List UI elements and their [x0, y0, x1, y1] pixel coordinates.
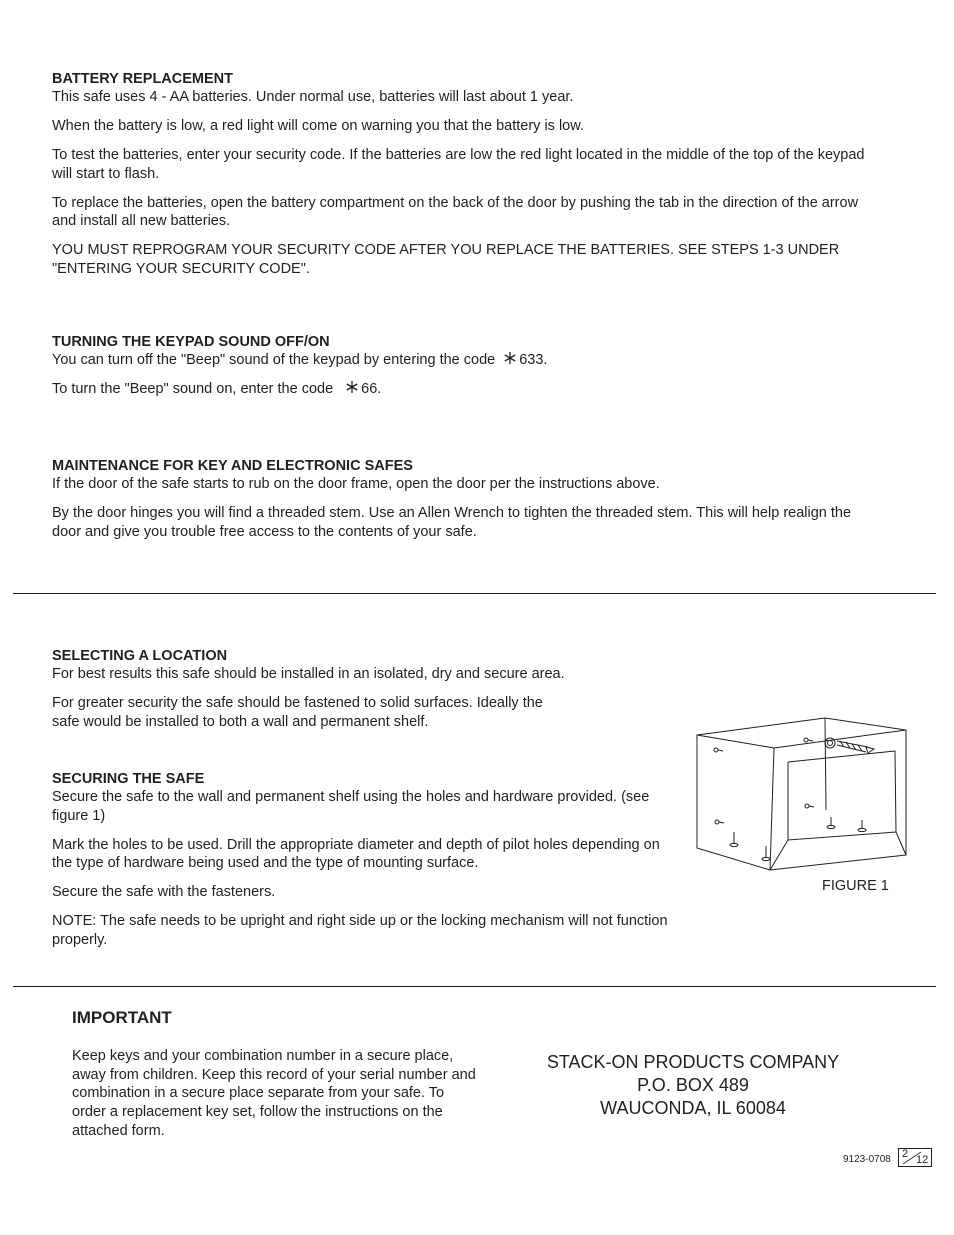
- securing-section: [52, 770, 672, 949]
- sound-section: [52, 333, 882, 399]
- important-heading: IMPORTANT: [72, 1008, 172, 1027]
- section-divider: [13, 986, 936, 987]
- company-address: [523, 1051, 863, 1120]
- battery-heading: BATTERY REPLACEMENT: [52, 71, 233, 87]
- maintenance-paragraph-2: By the door hinges you will find a threaded stem. Use an Allen Wrench to tighten the threaded stem. This will help realign the door and give you trouble free access to the contents of your safe.: [52, 505, 852, 540]
- location-section: [52, 647, 672, 731]
- securing-paragraph-1: Secure the safe to the wall and permanent shelf using the holes and hardware provided. (see figure 1): [52, 789, 650, 824]
- sound-paragraph-2: [52, 380, 882, 399]
- section-divider: [13, 593, 936, 594]
- asterisk-key-icon: [345, 380, 359, 394]
- securing-paragraph-4: NOTE: The safe needs to be upright and right side up or the locking mechanism will not function properly.: [52, 913, 668, 948]
- asterisk-key-icon: [503, 351, 517, 365]
- page-total: 12: [916, 1154, 929, 1166]
- company-name: STACK-ON PRODUCTS COMPANY: [546, 1052, 840, 1072]
- page-indicator: [898, 1148, 932, 1167]
- important-section: [72, 1008, 477, 1141]
- securing-paragraph-3: Secure the safe with the fasteners.: [52, 884, 276, 900]
- maintenance-heading: MAINTENANCE FOR KEY AND ELECTRONIC SAFES: [52, 458, 413, 474]
- maintenance-section: [52, 457, 882, 541]
- sound-off-code: 633.: [519, 352, 548, 368]
- location-heading: SELECTING A LOCATION: [52, 648, 228, 664]
- sound-on-code: 66.: [361, 381, 382, 397]
- location-paragraph-1: For best results this safe should be installed in an isolated, dry and secure area.: [52, 666, 565, 682]
- sound-off-text: You can turn off the "Beep" sound of the keypad by entering the code: [52, 352, 496, 368]
- securing-paragraph-2: Mark the holes to be used. Drill the appropriate diameter and depth of pilot holes depending on the type of hardware being used and the type of mounting surface.: [52, 836, 660, 871]
- maintenance-paragraph-1: If the door of the safe starts to rub on the door frame, open the door per the instructions above.: [52, 476, 660, 492]
- company-city: WAUCONDA, IL 60084: [600, 1098, 786, 1118]
- battery-paragraph-1: This safe uses 4 - AA batteries. Under normal use, batteries will last about 1 year.: [52, 89, 574, 105]
- battery-paragraph-3: To test the batteries, enter your security code. If the batteries are low the red light located in the middle of the top of the keypad will start to flash.: [52, 147, 865, 182]
- battery-section: [52, 70, 882, 278]
- battery-paragraph-4: To replace the batteries, open the battery compartment on the back of the door by pushing the tab in the direction of the arrow and install all new batteries.: [52, 194, 859, 229]
- document-number: 9123-0708: [843, 1154, 891, 1165]
- sound-paragraph-1: [52, 351, 882, 370]
- sound-on-text: To turn the "Beep" sound on, enter the code: [52, 381, 334, 397]
- battery-paragraph-5: YOU MUST REPROGRAM YOUR SECURITY CODE AFTER YOU REPLACE THE BATTERIES. SEE STEPS 1-3 UNDER "ENTERING YOUR SECURITY CODE".: [52, 242, 840, 277]
- sound-heading: TURNING THE KEYPAD SOUND OFF/ON: [52, 334, 330, 350]
- location-paragraph-2: [52, 694, 672, 731]
- securing-heading: SECURING THE SAFE: [52, 771, 205, 787]
- company-po-box: P.O. BOX 489: [637, 1075, 749, 1095]
- important-body: Keep keys and your combination number in a secure place, away from children. Keep this record of your serial number and combination in a secure place separate from your safe. To order a replacement key set, follow the instructions on the attached form.: [72, 1048, 476, 1139]
- location-paragraph-2-line-1: For greater security the safe should be fastened to solid surfaces. Ideally the: [52, 695, 543, 711]
- battery-paragraph-2: When the battery is low, a red light will come on warning you that the battery is low.: [52, 118, 584, 134]
- location-paragraph-2-line-2: safe would be installed to both a wall and permanent shelf.: [52, 713, 429, 730]
- page-current: 2: [902, 1148, 909, 1160]
- figure-caption: FIGURE 1: [822, 878, 889, 894]
- safe-mounting-figure: [690, 710, 915, 875]
